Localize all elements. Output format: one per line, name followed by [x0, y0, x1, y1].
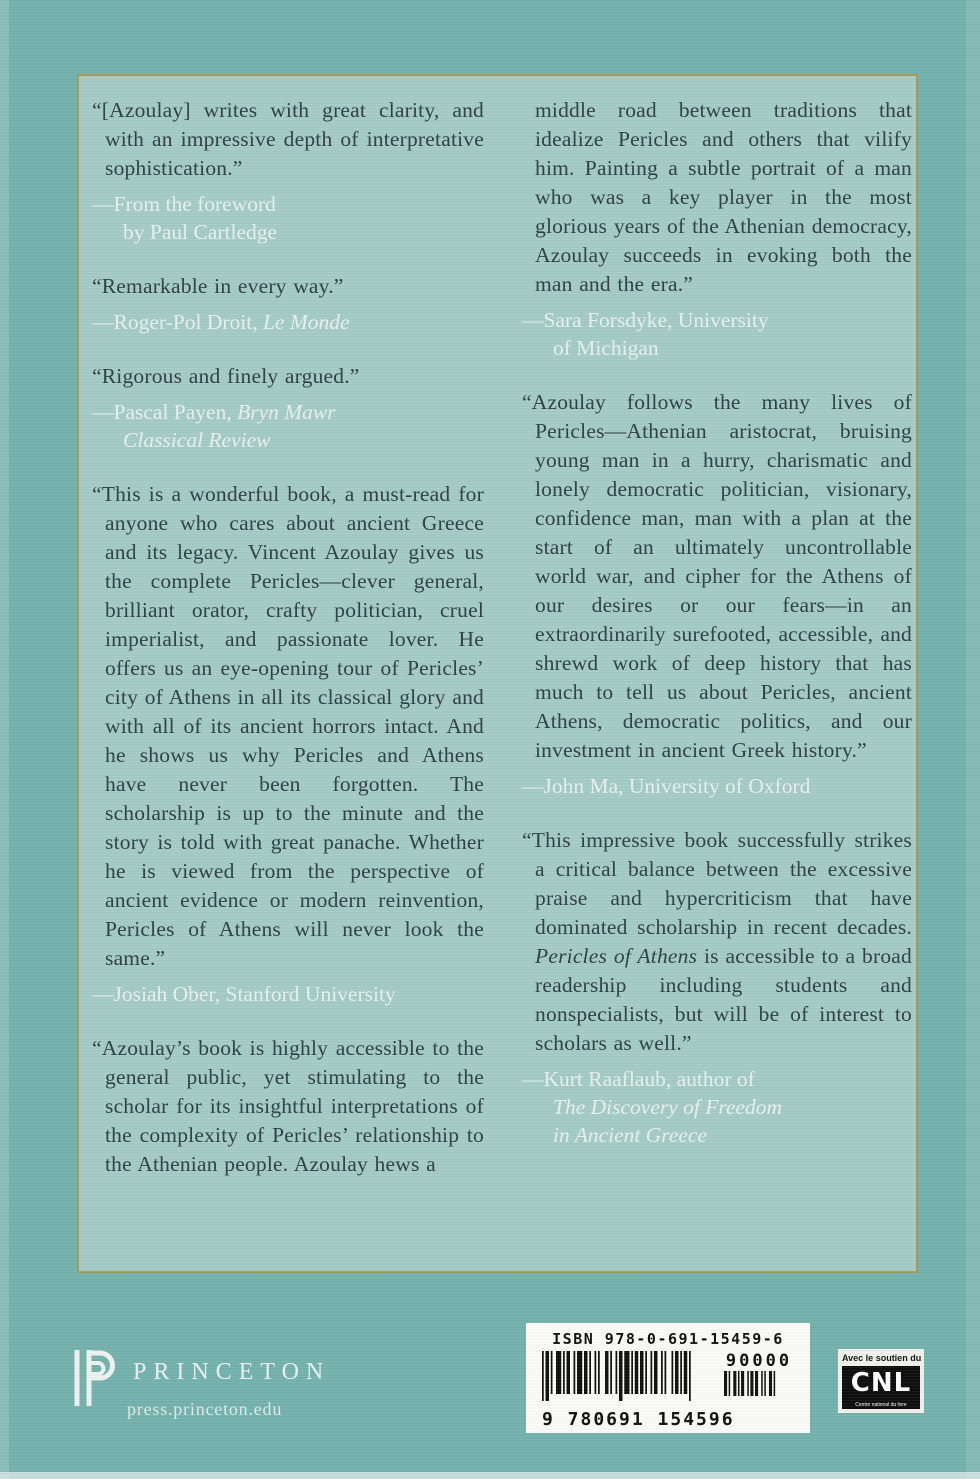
quote-attribution [92, 398, 484, 454]
text-run: —John Ma, University of Oxford [522, 774, 811, 798]
text-run: —Kurt Raaflaub, author of [522, 1067, 755, 1091]
quote-text [92, 1034, 484, 1179]
quote-attribution [92, 308, 484, 336]
publisher-name: PRINCETON [133, 1359, 331, 1385]
italic-text-run: Bryn Mawr [237, 400, 336, 424]
text-run: “Remarkable in every way.” [92, 274, 344, 298]
cnl-acronym: CNL [850, 1368, 912, 1398]
addon-barcode-icon [724, 1371, 794, 1398]
italic-text-run: Le Monde [262, 310, 350, 334]
quote-text [92, 480, 484, 973]
quote-attribution [522, 772, 912, 800]
scan-edge-left [0, 0, 9, 1479]
text-run: is accessible to a broad readership including students and nonspecialists, but will be of interest to scholars as well.” [535, 944, 912, 1055]
text-run: by Paul Cartledge [123, 220, 278, 244]
text-run: “Azoulay’s book is highly accessible to the general public, yet stimulating to the scholar for its insightful interpretations of the complexity of Pericles’ relationship to the Athenian people. Azoulay hews a [92, 1036, 484, 1176]
attribution-line [522, 772, 912, 800]
attribution-line [92, 308, 484, 336]
text-run: “[Azoulay] writes with great clarity, and with an impressive depth of interpretative sophistication.” [92, 98, 484, 180]
quote-text [92, 272, 484, 301]
attribution-line [92, 426, 484, 454]
italic-text-run: in Ancient Greece [553, 1123, 708, 1147]
scan-edge-right [966, 0, 980, 1479]
attribution-line [92, 398, 484, 426]
review-quote [92, 480, 484, 1008]
review-quote [522, 826, 912, 1149]
attribution-line [92, 980, 484, 1008]
italic-text-run: The Discovery of Freedom [553, 1095, 783, 1119]
italic-text-run: Pericles of Athens [535, 944, 698, 968]
attribution-line [522, 306, 912, 334]
text-run: —From the foreword [92, 192, 276, 216]
quote-text [92, 362, 484, 391]
addon-digits: 90000 [725, 1351, 793, 1371]
quote-attribution [92, 190, 484, 246]
quote-text [92, 96, 484, 183]
text-run: —Roger-Pol Droit, [92, 310, 263, 334]
cnl-full-name: Centre national du livre [855, 1402, 907, 1408]
isbn-number: ISBN 978-0-691-15459-6 [552, 1330, 784, 1348]
scan-edge-bottom [0, 1472, 980, 1479]
review-quote [92, 272, 484, 336]
text-run: middle road between traditions that idealize Pericles and others that vilify him. Painting a subtle portrait of a man who was a key player in the most glorious years of the Athenian democracy, Azoulay succeeds in evoking both the man and the era.” [535, 98, 912, 296]
text-run: “Rigorous and finely argued.” [92, 364, 360, 388]
review-quote [92, 1034, 484, 1179]
quote-attribution [522, 1065, 912, 1149]
attribution-line [92, 218, 484, 246]
cnl-logo-icon [842, 1366, 920, 1409]
attribution-line [92, 190, 484, 218]
quote-text [522, 826, 912, 1058]
text-run: “This impressive book successfully strikes a critical balance between the excessive praise and hypercriticism that have dominated scholarship in recent decades. [522, 828, 912, 939]
quote-text [522, 388, 912, 765]
cnl-support-text: Avec le soutien du [842, 1353, 922, 1363]
quote-attribution [92, 980, 484, 1008]
blurb-panel [77, 74, 918, 1273]
italic-text-run: Classical Review [123, 428, 271, 452]
quote-text [522, 96, 912, 299]
cnl-logo-block [838, 1349, 924, 1413]
review-quote [522, 96, 912, 362]
right-column [522, 96, 912, 1175]
princeton-press-logo-icon [73, 1350, 117, 1411]
review-quote [92, 96, 484, 246]
review-quote [92, 362, 484, 454]
text-run: —Josiah Ober, Stanford University [92, 982, 396, 1006]
left-column [92, 96, 484, 1205]
publisher-url: press.princeton.edu [127, 1399, 283, 1419]
review-quote [522, 388, 912, 800]
ean13-digits: 9 780691 154596 [542, 1409, 735, 1430]
quote-attribution [522, 306, 912, 362]
text-run: —Sara Forsdyke, University [522, 308, 769, 332]
text-run: “This is a wonderful book, a must-read for anyone who cares about ancient Greece and its legacy. Vincent Azoulay gives us the complete Pericles—clever general, brilliant orator, crafty politician, cruel imperialist, and passionate lover. He offers us an eye-opening tour of Pericles’ city of Athens in all its classical glory and with all of its ancient horrors intact. And he shows us why Pericles and Athens have never been forgotten. The scholarship is up to the minute and the story is told with great panache. Whether he is viewed from the perspective of ancient evidence or modern reinvention, Pericles of Athens will never look the same.” [92, 482, 484, 970]
attribution-line [522, 334, 912, 362]
attribution-line [522, 1065, 912, 1093]
isbn-barcode-block [526, 1323, 810, 1433]
text-run: —Pascal Payen, [92, 400, 238, 424]
attribution-line [522, 1093, 912, 1121]
attribution-line [522, 1121, 912, 1149]
text-run: “Azoulay follows the many lives of Pericles—Athenian aristocrat, bruising young man in a hurry, charismatic and lonely democratic politician, visionary, confidence man, man with a plan at the start of an ultimately uncontrollable world war, and cipher for the Athens of our desires or our fears—in an extraordinarily surefooted, accessible, and shrewd work of deep history that has much to tell us about Pericles, ancient Athens, democratic politics, and our investment in ancient Greek history.” [522, 390, 912, 762]
text-run: of Michigan [553, 336, 659, 360]
ean13-barcode-icon [542, 1351, 710, 1403]
